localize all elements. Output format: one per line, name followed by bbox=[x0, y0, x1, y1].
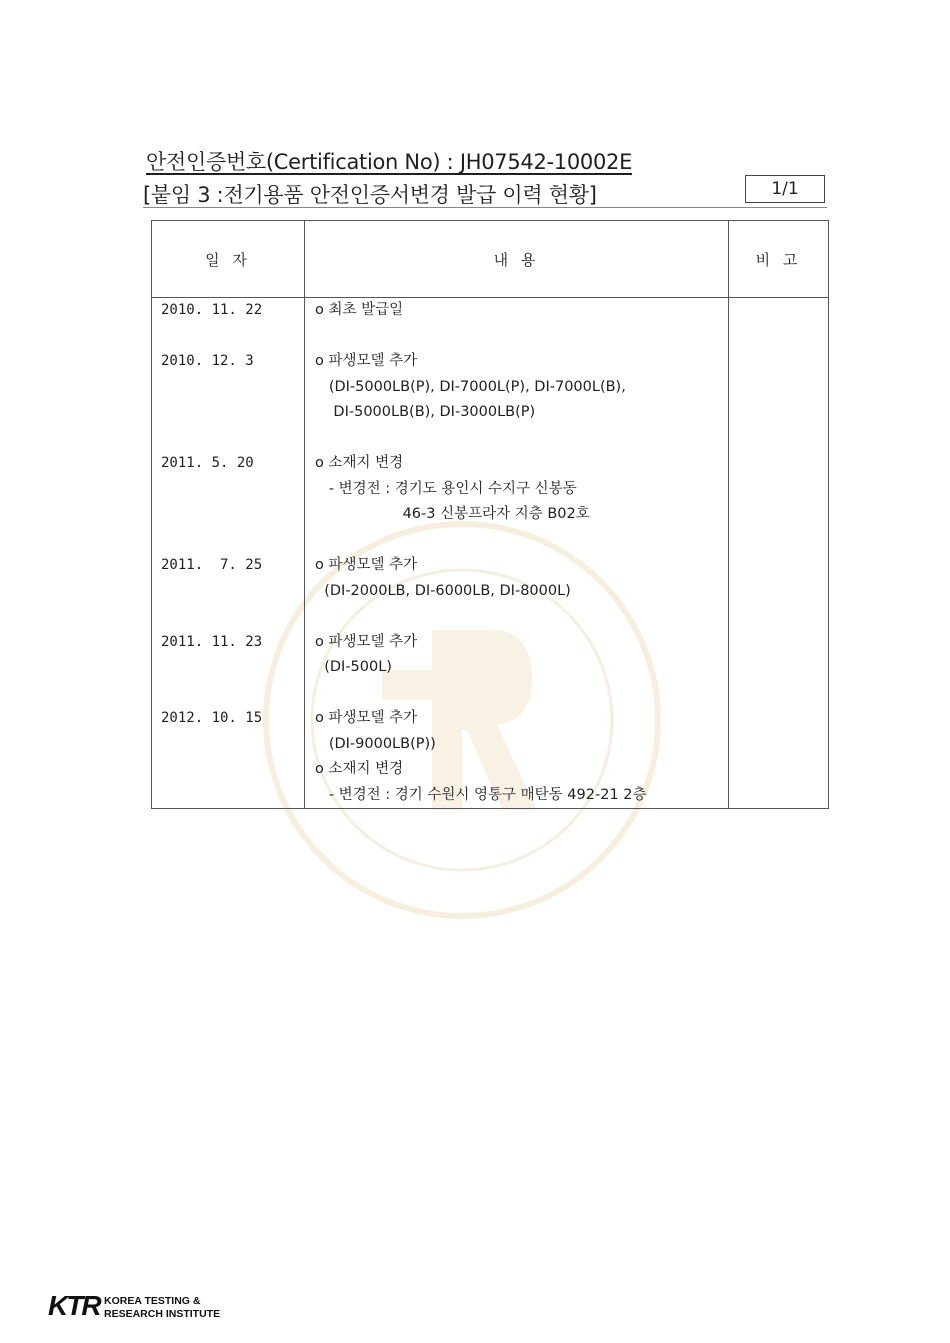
content-line: (DI-5000LB(P), DI-7000L(P), DI-7000L(B), bbox=[315, 378, 626, 395]
content-line: - 변경전 : 경기 수원시 영통구 매탄동 492-21 2층 bbox=[315, 786, 647, 803]
table-header-row bbox=[152, 221, 829, 298]
content-line: o 파생모델 추가 bbox=[315, 633, 418, 650]
content-cell bbox=[305, 349, 729, 451]
column-header-note: 비 고 bbox=[729, 221, 829, 298]
content-line: o 소재지 변경 bbox=[315, 761, 404, 777]
note-cell bbox=[729, 349, 829, 451]
date-cell: 2010. 12. 3 bbox=[152, 349, 305, 451]
certification-number-title: 안전인증번호(Certification No) : JH07542-10002E bbox=[146, 150, 633, 174]
attachment-title: [붙임 3 :전기용품 안전인증서변경 발급 이력 현황] bbox=[143, 183, 597, 207]
ktr-logo-text-line1: KOREA TESTING & bbox=[104, 1295, 201, 1307]
content-line: o 파생모델 추가 bbox=[315, 710, 418, 726]
content-line: o 파생모델 추가 bbox=[315, 353, 418, 369]
content-line: 46-3 신봉프라자 지층 B02호 bbox=[315, 506, 590, 522]
content-cell bbox=[305, 630, 729, 707]
content-line: o 소재지 변경 bbox=[315, 455, 404, 471]
note-cell bbox=[729, 553, 829, 630]
column-header-date: 일 자 bbox=[152, 221, 305, 298]
date-cell: 2011. 7. 25 bbox=[152, 553, 305, 630]
content-line: (DI-2000LB, DI-6000LB, DI-8000L) bbox=[315, 582, 571, 599]
row-spacer bbox=[315, 604, 728, 630]
ktr-logo-mark: KTR bbox=[48, 1290, 100, 1321]
content-line: (DI-9000LB(P)) bbox=[315, 735, 436, 752]
row-spacer bbox=[315, 528, 728, 554]
ktr-logo bbox=[48, 1290, 221, 1326]
date-cell: 2011. 11. 23 bbox=[152, 630, 305, 707]
content-cell bbox=[305, 298, 729, 350]
note-cell bbox=[729, 451, 829, 553]
content-cell bbox=[305, 706, 729, 809]
date-cell: 2012. 10. 15 bbox=[152, 706, 305, 809]
content-line: - 변경전 : 경기도 용인시 수지구 신봉동 bbox=[315, 480, 577, 497]
column-header-content: 내 용 bbox=[305, 221, 729, 298]
table-row bbox=[152, 349, 829, 451]
divider bbox=[143, 207, 827, 208]
note-cell bbox=[729, 706, 829, 809]
table-row bbox=[152, 630, 829, 707]
ktr-logo-text-line2: RESEARCH INSTITUTE bbox=[104, 1308, 221, 1320]
content-line: o 최초 발급일 bbox=[315, 302, 404, 318]
row-spacer bbox=[315, 324, 728, 350]
row-spacer bbox=[315, 681, 728, 707]
table-row bbox=[152, 553, 829, 630]
date-cell: 2010. 11. 22 bbox=[152, 298, 305, 350]
content-line: o 파생모델 추가 bbox=[315, 557, 418, 573]
content-cell bbox=[305, 553, 729, 630]
certification-history-table bbox=[151, 220, 829, 809]
note-cell bbox=[729, 630, 829, 707]
date-cell: 2011. 5. 20 bbox=[152, 451, 305, 553]
table-row bbox=[152, 451, 829, 553]
table-row bbox=[152, 706, 829, 809]
note-cell bbox=[729, 298, 829, 350]
content-cell bbox=[305, 451, 729, 553]
content-line: (DI-500L) bbox=[315, 659, 392, 675]
page-indicator: 1/1 bbox=[745, 175, 825, 203]
table-row bbox=[152, 298, 829, 350]
content-line: DI-5000LB(B), DI-3000LB(P) bbox=[315, 404, 536, 420]
row-spacer bbox=[315, 426, 728, 452]
